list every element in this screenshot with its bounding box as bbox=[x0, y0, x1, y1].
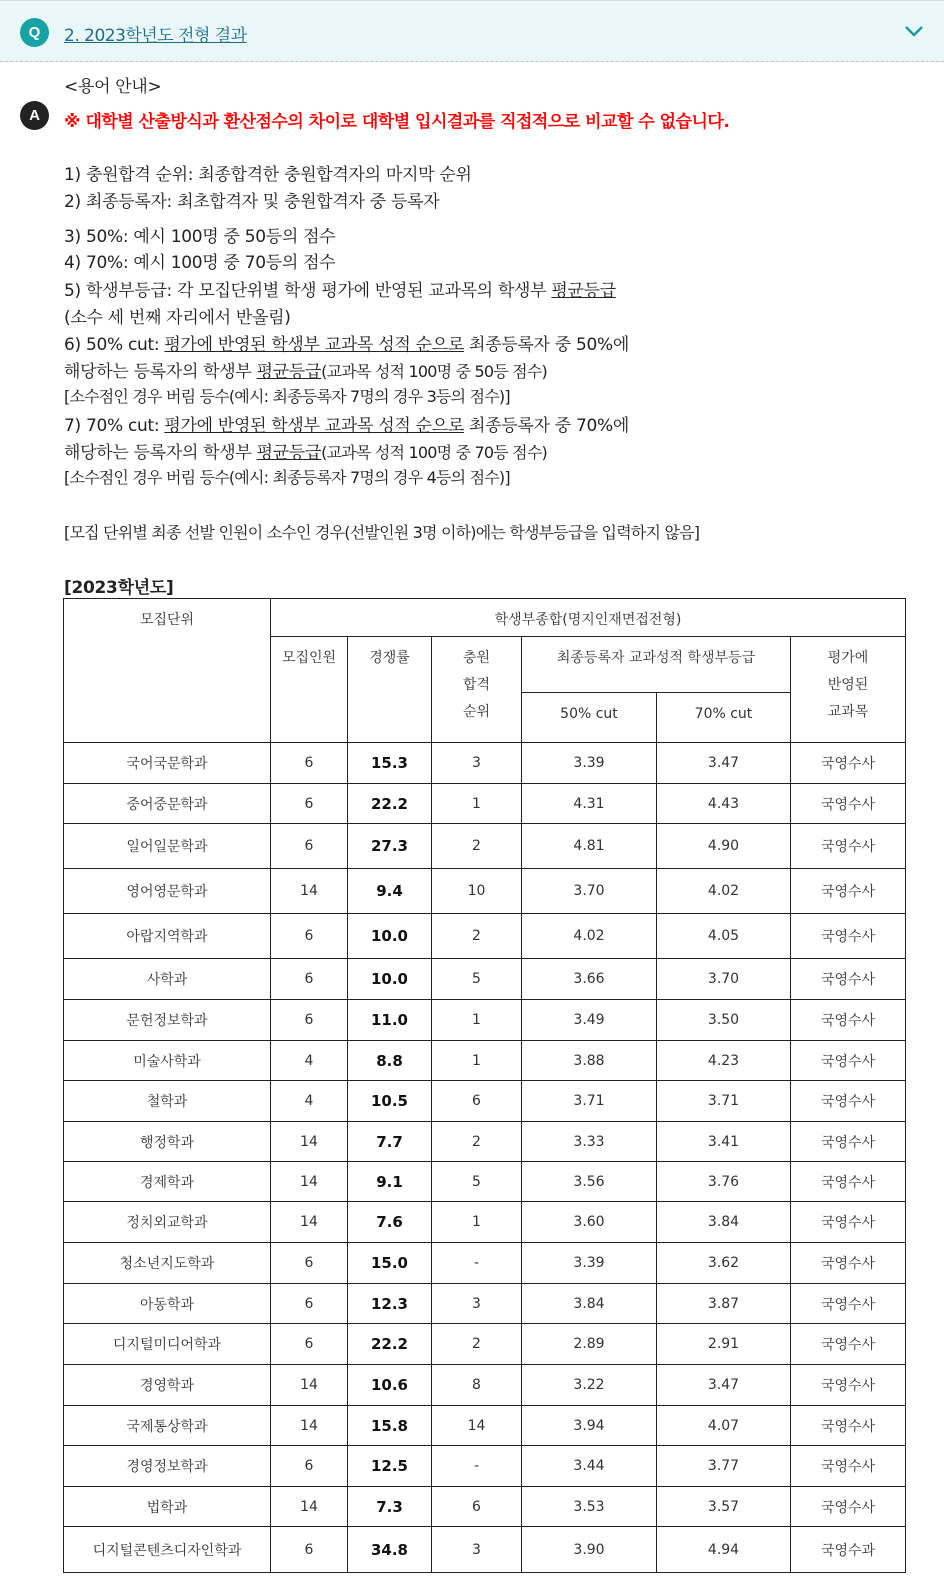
warning-text: ※ 대학별 산출방식과 환산점수의 차이로 대학별 입시결과를 직접적으로 비교할 수 없습니다. bbox=[64, 112, 730, 132]
term-4: 4) 70%: 예시 100명 중 70등의 점수 bbox=[64, 253, 336, 273]
cell-unit: 디지털미디어학과 bbox=[64, 1324, 271, 1365]
term-6-text-end: 최종등록자 중 50%에 bbox=[463, 335, 630, 355]
cell-rank: - bbox=[432, 1243, 522, 1284]
cell-quota: 6 bbox=[271, 1284, 348, 1324]
table-row bbox=[64, 824, 906, 869]
term-7-text-end: 최종등록자 중 70%에 bbox=[463, 416, 630, 436]
cell-cut70: 3.50 bbox=[657, 1000, 791, 1041]
cell-unit: 국어국문학과 bbox=[64, 743, 271, 784]
cell-subjects: 국영수사 bbox=[791, 1041, 906, 1081]
cell-cut50: 3.39 bbox=[522, 1243, 657, 1284]
cell-unit: 아동학과 bbox=[64, 1284, 271, 1324]
cell-unit: 행정학과 bbox=[64, 1122, 271, 1162]
cell-rank: 1 bbox=[432, 784, 522, 824]
cell-subjects: 국영수사 bbox=[791, 784, 906, 824]
cell-rank: 3 bbox=[432, 743, 522, 784]
cell-subjects: 국영수사 bbox=[791, 1446, 906, 1487]
cell-unit: 법학과 bbox=[64, 1487, 271, 1527]
cell-rank: 2 bbox=[432, 914, 522, 959]
cell-quota: 14 bbox=[271, 1365, 348, 1406]
term-6-cont-underlined: 평균등급 bbox=[256, 362, 322, 382]
cell-unit: 중어중문학과 bbox=[64, 784, 271, 824]
header-subj-l3: 교과목 bbox=[827, 704, 869, 720]
cell-rate: 15.8 bbox=[348, 1406, 432, 1446]
cell-rate: 8.8 bbox=[348, 1041, 432, 1081]
term-1: 1) 충원합격 순위: 최종합격한 충원합격자의 마지막 순위 bbox=[64, 165, 472, 185]
cell-cut70: 4.94 bbox=[657, 1527, 791, 1573]
table-row bbox=[64, 1081, 906, 1122]
cell-cut50: 4.02 bbox=[522, 914, 657, 959]
header-50cut: 50% cut bbox=[522, 693, 657, 743]
header-rank bbox=[432, 637, 522, 743]
cell-rate: 10.0 bbox=[348, 959, 432, 1000]
cell-rank: 2 bbox=[432, 824, 522, 869]
cell-rank: 1 bbox=[432, 1202, 522, 1243]
header-rank-l2: 합격 bbox=[462, 677, 491, 693]
cell-rate: 10.0 bbox=[348, 914, 432, 959]
cell-quota: 6 bbox=[271, 959, 348, 1000]
cell-quota: 6 bbox=[271, 1243, 348, 1284]
table-row bbox=[64, 1000, 906, 1041]
cell-unit: 문헌정보학과 bbox=[64, 1000, 271, 1041]
table-row bbox=[64, 1202, 906, 1243]
cell-cut50: 3.53 bbox=[522, 1487, 657, 1527]
cell-subjects: 국영수사 bbox=[791, 1243, 906, 1284]
cell-cut50: 3.22 bbox=[522, 1365, 657, 1406]
table-row bbox=[64, 1122, 906, 1162]
header-70cut: 70% cut bbox=[657, 693, 791, 743]
cell-rate: 12.5 bbox=[348, 1446, 432, 1487]
cell-subjects: 국영수사 bbox=[791, 1202, 906, 1243]
header-rank-l1: 충원 bbox=[462, 650, 491, 666]
cell-quota: 14 bbox=[271, 1487, 348, 1527]
cell-cut50: 3.56 bbox=[522, 1162, 657, 1202]
cell-quota: 14 bbox=[271, 869, 348, 914]
cell-subjects: 국영수사 bbox=[791, 743, 906, 784]
cell-cut70: 3.70 bbox=[657, 959, 791, 1000]
cell-subjects: 국영수사 bbox=[791, 1122, 906, 1162]
term-6 bbox=[64, 330, 629, 355]
cell-unit: 청소년지도학과 bbox=[64, 1243, 271, 1284]
cell-rank: 2 bbox=[432, 1324, 522, 1365]
cell-cut70: 3.57 bbox=[657, 1487, 791, 1527]
question-title-link[interactable]: 2. 2023학년도 전형 결과 bbox=[64, 26, 247, 46]
header-grade: 최종등록자 교과성적 학생부등급 bbox=[522, 637, 791, 693]
cell-rank: 3 bbox=[432, 1284, 522, 1324]
table-row bbox=[64, 1324, 906, 1365]
header-rate: 경쟁률 bbox=[348, 637, 432, 743]
cell-unit: 미술사학과 bbox=[64, 1041, 271, 1081]
cell-rate: 15.3 bbox=[348, 743, 432, 784]
table-row bbox=[64, 1243, 906, 1284]
cell-quota: 4 bbox=[271, 1041, 348, 1081]
cell-unit: 철학과 bbox=[64, 1081, 271, 1122]
cell-unit: 일어일문학과 bbox=[64, 824, 271, 869]
cell-rank: 3 bbox=[432, 1527, 522, 1573]
cell-subjects: 국영수사 bbox=[791, 914, 906, 959]
cell-rate: 11.0 bbox=[348, 1000, 432, 1041]
table-row bbox=[64, 743, 906, 784]
cell-rank: 8 bbox=[432, 1365, 522, 1406]
term-6-cont bbox=[64, 357, 547, 382]
cell-cut50: 3.94 bbox=[522, 1406, 657, 1446]
table-row bbox=[64, 1406, 906, 1446]
cell-quota: 6 bbox=[271, 1000, 348, 1041]
cell-rate: 7.3 bbox=[348, 1487, 432, 1527]
cell-cut70: 4.90 bbox=[657, 824, 791, 869]
cell-rank: 5 bbox=[432, 1162, 522, 1202]
cell-rank: - bbox=[432, 1446, 522, 1487]
cell-subjects: 국영수사 bbox=[791, 1365, 906, 1406]
term-5-text: 5) 학생부등급: 각 모집단위별 학생 평가에 반영된 교과목의 학생부 bbox=[64, 281, 552, 301]
cell-rate: 9.4 bbox=[348, 869, 432, 914]
table-row bbox=[64, 1446, 906, 1487]
table-row bbox=[64, 914, 906, 959]
table-row bbox=[64, 1162, 906, 1202]
cell-cut70: 4.23 bbox=[657, 1041, 791, 1081]
term-7-text: 7) 70% cut: bbox=[64, 416, 165, 436]
cell-cut50: 3.70 bbox=[522, 869, 657, 914]
term-2: 2) 최종등록자: 최초합격자 및 충원합격자 중 등록자 bbox=[64, 192, 440, 212]
cell-quota: 14 bbox=[271, 1406, 348, 1446]
cell-subjects: 국영수사 bbox=[791, 1162, 906, 1202]
cell-quota: 6 bbox=[271, 784, 348, 824]
cell-subjects: 국영수사 bbox=[791, 1000, 906, 1041]
cell-subjects: 국영수사 bbox=[791, 1324, 906, 1365]
cell-quota: 6 bbox=[271, 824, 348, 869]
header-subj-l1: 평가에 bbox=[827, 650, 869, 666]
cell-subjects: 국영수사 bbox=[791, 869, 906, 914]
term-7-note: [소수점인 경우 버림 등수(예시: 최종등록자 7명의 경우 4등의 점수)] bbox=[64, 468, 510, 487]
cell-rate: 22.2 bbox=[348, 1324, 432, 1365]
cell-rate: 15.0 bbox=[348, 1243, 432, 1284]
cell-cut70: 3.84 bbox=[657, 1202, 791, 1243]
cell-cut50: 3.49 bbox=[522, 1000, 657, 1041]
cell-subjects: 국영수사 bbox=[791, 1081, 906, 1122]
cell-cut50: 3.71 bbox=[522, 1081, 657, 1122]
cell-cut70: 4.07 bbox=[657, 1406, 791, 1446]
table-row bbox=[64, 1041, 906, 1081]
cell-unit: 정치외교학과 bbox=[64, 1202, 271, 1243]
cell-cut70: 4.02 bbox=[657, 869, 791, 914]
cell-rate: 27.3 bbox=[348, 824, 432, 869]
cell-cut50: 3.33 bbox=[522, 1122, 657, 1162]
cell-subjects: 국영수사 bbox=[791, 1487, 906, 1527]
cell-unit: 경제학과 bbox=[64, 1162, 271, 1202]
table-row bbox=[64, 1365, 906, 1406]
header-subj-l2: 반영된 bbox=[827, 677, 869, 693]
cell-cut70: 3.76 bbox=[657, 1162, 791, 1202]
table-row bbox=[64, 1284, 906, 1324]
term-7-cont-text: 해당하는 등록자의 학생부 bbox=[64, 443, 257, 463]
cell-quota: 6 bbox=[271, 1527, 348, 1573]
header-rank-l3: 순위 bbox=[462, 704, 491, 720]
term-6-cont-text: 해당하는 등록자의 학생부 bbox=[64, 362, 257, 382]
cell-cut70: 3.71 bbox=[657, 1081, 791, 1122]
cell-subjects: 국영수사 bbox=[791, 1284, 906, 1324]
selection-note: [모집 단위별 최종 선발 인원이 소수인 경우(선발인원 3명 이하)에는 학생부등급을 입력하지 않음] bbox=[64, 523, 700, 542]
cell-cut70: 4.05 bbox=[657, 914, 791, 959]
cell-rank: 10 bbox=[432, 869, 522, 914]
cell-rank: 1 bbox=[432, 1041, 522, 1081]
header-subjects bbox=[791, 637, 906, 743]
question-header[interactable] bbox=[0, 0, 944, 62]
term-7-underlined: 평가에 반영된 학생부 교과목 성적 순으로 bbox=[164, 416, 464, 436]
cell-cut50: 4.31 bbox=[522, 784, 657, 824]
cell-cut70: 3.87 bbox=[657, 1284, 791, 1324]
cell-rank: 14 bbox=[432, 1406, 522, 1446]
header-group: 학생부종합(명지인재면접전형) bbox=[271, 599, 906, 637]
cell-rate: 9.1 bbox=[348, 1162, 432, 1202]
term-5-underlined: 평균등급 bbox=[551, 281, 616, 301]
term-7-cont bbox=[64, 438, 547, 463]
cell-rank: 1 bbox=[432, 1000, 522, 1041]
cell-cut50: 4.81 bbox=[522, 824, 657, 869]
cell-quota: 4 bbox=[271, 1081, 348, 1122]
term-7 bbox=[64, 411, 629, 436]
table-row bbox=[64, 869, 906, 914]
term-6-underlined: 평가에 반영된 학생부 교과목 성적 순으로 bbox=[164, 335, 464, 355]
table-row bbox=[64, 1487, 906, 1527]
cell-quota: 6 bbox=[271, 1446, 348, 1487]
cell-rate: 22.2 bbox=[348, 784, 432, 824]
cell-unit: 사학과 bbox=[64, 959, 271, 1000]
cell-rank: 6 bbox=[432, 1487, 522, 1527]
term-6-cont-end: (교과목 성적 100명 중 50등 점수) bbox=[321, 362, 547, 381]
cell-rate: 7.6 bbox=[348, 1202, 432, 1243]
chevron-down-icon[interactable] bbox=[902, 19, 926, 43]
cell-quota: 14 bbox=[271, 1122, 348, 1162]
cell-unit: 영어영문학과 bbox=[64, 869, 271, 914]
cell-unit: 경영정보학과 bbox=[64, 1446, 271, 1487]
cell-unit: 아랍지역학과 bbox=[64, 914, 271, 959]
cell-cut70: 3.41 bbox=[657, 1122, 791, 1162]
cell-subjects: 국영수사 bbox=[791, 1406, 906, 1446]
intro-text: <용어 안내> bbox=[64, 77, 162, 97]
cell-quota: 6 bbox=[271, 914, 348, 959]
cell-cut50: 2.89 bbox=[522, 1324, 657, 1365]
cell-cut50: 3.84 bbox=[522, 1284, 657, 1324]
term-7-cont-underlined: 평균등급 bbox=[256, 443, 322, 463]
cell-quota: 14 bbox=[271, 1202, 348, 1243]
cell-cut70: 2.91 bbox=[657, 1324, 791, 1365]
term-5-note: (소수 세 번째 자리에서 반올림) bbox=[64, 308, 291, 328]
year-heading: [2023학년도] bbox=[64, 578, 174, 598]
cell-cut50: 3.90 bbox=[522, 1527, 657, 1573]
cell-cut70: 3.77 bbox=[657, 1446, 791, 1487]
question-badge: Q bbox=[20, 18, 49, 47]
cell-rate: 34.8 bbox=[348, 1527, 432, 1573]
cell-rank: 5 bbox=[432, 959, 522, 1000]
term-3: 3) 50%: 예시 100명 중 50등의 점수 bbox=[64, 227, 336, 247]
cell-rank: 6 bbox=[432, 1081, 522, 1122]
cell-quota: 14 bbox=[271, 1162, 348, 1202]
cell-rate: 10.5 bbox=[348, 1081, 432, 1122]
cell-cut50: 3.60 bbox=[522, 1202, 657, 1243]
table-row bbox=[64, 784, 906, 824]
cell-unit: 국제통상학과 bbox=[64, 1406, 271, 1446]
cell-quota: 6 bbox=[271, 1324, 348, 1365]
cell-rate: 10.6 bbox=[348, 1365, 432, 1406]
cell-rate: 7.7 bbox=[348, 1122, 432, 1162]
term-6-note: [소수점인 경우 버림 등수(예시: 최종등록자 7명의 경우 3등의 점수)] bbox=[64, 387, 510, 406]
cell-cut50: 3.44 bbox=[522, 1446, 657, 1487]
cell-cut70: 3.47 bbox=[657, 743, 791, 784]
results-table bbox=[63, 598, 906, 1573]
cell-subjects: 국영수사 bbox=[791, 824, 906, 869]
cell-subjects: 국영수사 bbox=[791, 959, 906, 1000]
cell-unit: 경영학과 bbox=[64, 1365, 271, 1406]
cell-subjects: 국영수과 bbox=[791, 1527, 906, 1573]
cell-cut50: 3.88 bbox=[522, 1041, 657, 1081]
cell-cut50: 3.39 bbox=[522, 743, 657, 784]
cell-cut70: 3.47 bbox=[657, 1365, 791, 1406]
table-row bbox=[64, 959, 906, 1000]
cell-rank: 2 bbox=[432, 1122, 522, 1162]
cell-quota: 6 bbox=[271, 743, 348, 784]
cell-rate: 12.3 bbox=[348, 1284, 432, 1324]
cell-unit: 디지털콘텐츠디자인학과 bbox=[64, 1527, 271, 1573]
answer-badge: A bbox=[20, 101, 49, 130]
term-5 bbox=[64, 276, 616, 301]
cell-cut70: 3.62 bbox=[657, 1243, 791, 1284]
header-unit: 모집단위 bbox=[64, 599, 271, 743]
header-quota: 모집인원 bbox=[271, 637, 348, 743]
term-6-text: 6) 50% cut: bbox=[64, 335, 165, 355]
term-7-cont-end: (교과목 성적 100명 중 70등 점수) bbox=[321, 443, 547, 462]
table-row bbox=[64, 1527, 906, 1573]
cell-cut50: 3.66 bbox=[522, 959, 657, 1000]
cell-cut70: 4.43 bbox=[657, 784, 791, 824]
